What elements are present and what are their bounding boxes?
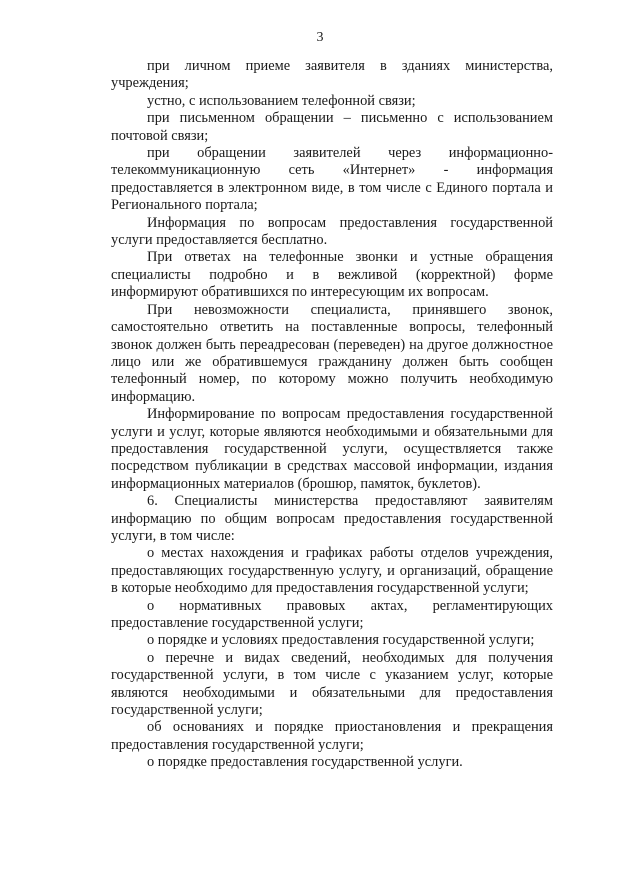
paragraph: о нормативных правовых актах, регламентирующих предоставление государственной услуги; xyxy=(111,597,553,631)
paragraph: При ответах на телефонные звонки и устные обращения специалисты подробно и в вежливой (корректной) форме информируют обратившихся по интересующим их вопросам. xyxy=(111,249,553,301)
paragraph: при личном приеме заявителя в зданиях министерства, учреждения; xyxy=(111,58,553,92)
paragraph: при обращении заявителей через информационно-телекоммуникационную сеть «Интернет» - информация предоставляется в электронном виде, в том числе с Единого портала и Регионального портала; xyxy=(111,145,553,214)
document-body xyxy=(111,58,553,772)
paragraph: об основаниях и порядке приостановления и прекращения предоставления государственной услуги; xyxy=(111,719,553,753)
paragraph: устно, с использованием телефонной связи; xyxy=(147,92,416,109)
paragraph: 6. Специалисты министерства предоставляют заявителям информацию по общим вопросам предоставления государственной услуги, в том числе: xyxy=(111,493,553,544)
paragraph: о порядке предоставления государственной услуги. xyxy=(147,754,463,771)
paragraph: при письменном обращении – письменно с использованием почтовой связи; xyxy=(111,110,553,144)
paragraph: о перечне и видах сведений, необходимых для получения государственной услуги, в том числе с указанием услуг, которые являются необходимыми и обязательными для предоставления государственной услуги; xyxy=(111,649,553,719)
paragraph: При невозможности специалиста, принявшего звонок, самостоятельно ответить на поставленные вопросы, телефонный звонок должен быть переадресован (переведен) на другое должностное лицо или же обратившемуся гражданину должен быть сообщен телефонный номер, по которому можно получить необходимую информацию. xyxy=(111,301,553,405)
paragraph: о порядке и условиях предоставления государственной услуги; xyxy=(147,632,535,649)
page-number: 3 xyxy=(316,30,324,45)
paragraph: о местах нахождения и графиках работы отделов учреждения, предоставляющих государственную услугу, и организаций, обращение в которые необходимо для предоставления государственной услуги; xyxy=(111,545,553,597)
paragraph: Информация по вопросам предоставления государственной услуги предоставляется бесплатно. xyxy=(111,214,553,249)
paragraph: Информирование по вопросам предоставления государственной услуги и услуг, которые являются необходимыми и обязательными для предоставления государственной услуги, осуществляется также посредством публикации в средствах массовой информации, издания информационных материалов (брошюр, памяток, буклетов). xyxy=(111,406,553,492)
